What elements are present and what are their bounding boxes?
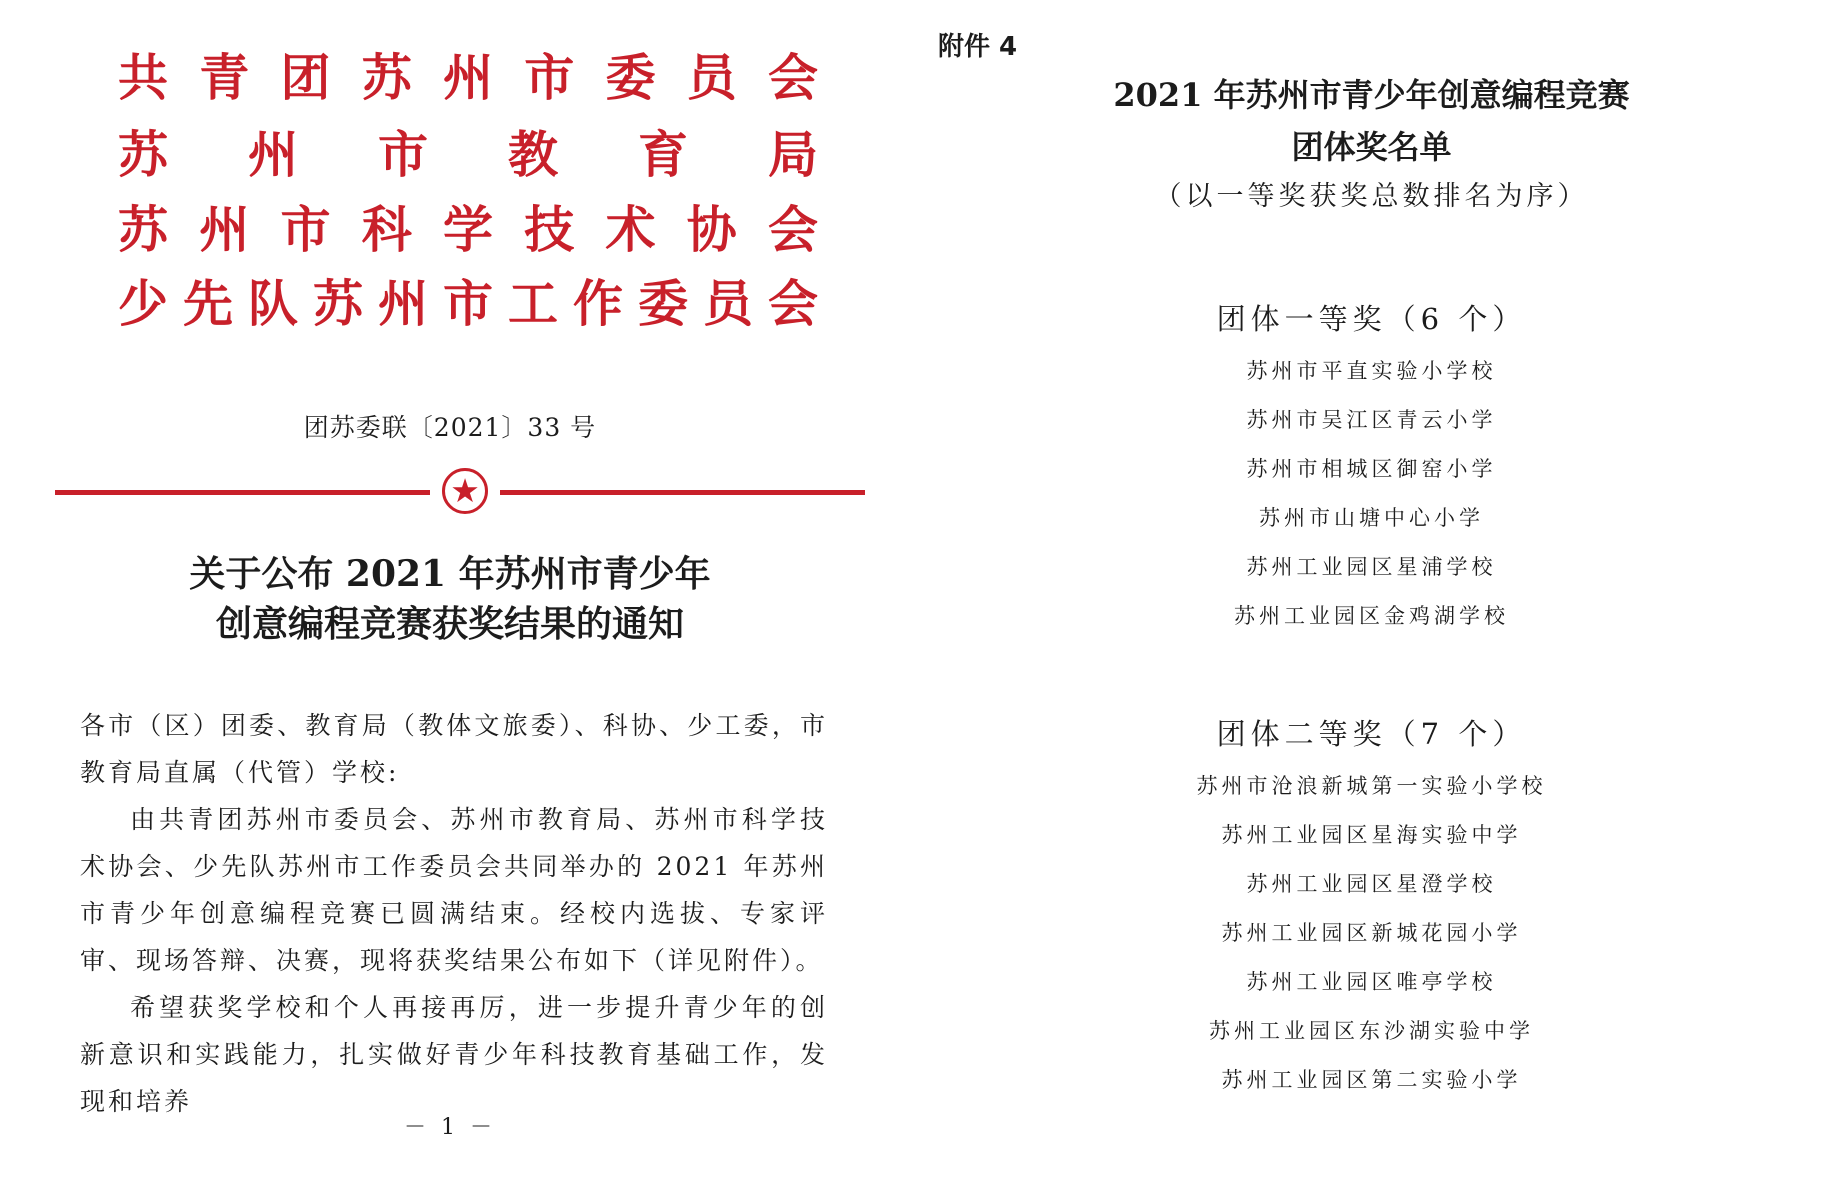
notice-page — [0, 0, 900, 1188]
issuer-character: 员 — [703, 274, 753, 333]
issuer-character: 会 — [768, 274, 818, 333]
school-list-item: 苏州工业园区唯亭学校 — [1246, 970, 1497, 994]
ordering-note: （以一等奖获奖总数排名为序） — [1154, 181, 1589, 212]
first-prize-school-list — [900, 347, 1843, 641]
document-number: 团苏委联〔2021〕33 号 — [303, 413, 597, 442]
issuer-character: 作 — [573, 274, 623, 333]
red-divider-right — [500, 490, 865, 495]
body-paragraph: 由共青团苏州市委员会、苏州市教育局、苏州市科学技术协会、少先队苏州市工作委员会共同举办的 2021 年苏州市青少年创意编程竞赛已圆满结束。经校内选拔、专家评审、现场答辩、决赛，现将获奖结果公布如下（详见附件）。 — [80, 805, 828, 975]
issuer-character: 苏 — [118, 125, 168, 184]
school-list-item: 苏州市相城区御窑小学 — [1246, 457, 1497, 481]
page-number: － 1 － — [404, 1115, 496, 1140]
section-title-second-prize: 团体二等奖（7 个） — [1216, 717, 1527, 751]
star-icon: ★ — [442, 468, 488, 514]
issuer-character: 共 — [118, 48, 168, 107]
issuer-character: 委 — [605, 48, 656, 107]
notice-title-line-1: 关于公布 2021 年苏州市青少年 — [189, 553, 711, 595]
issuer-character: 市 — [443, 274, 493, 333]
issuer-character: 委 — [638, 274, 688, 333]
issuer-character: 育 — [638, 125, 688, 184]
school-list-item: 苏州市吴江区青云小学 — [1246, 408, 1497, 432]
issuer-character: 苏 — [118, 200, 168, 259]
attachment-title-line-2: 团体奖名单 — [1291, 128, 1452, 166]
issuer-character: 技 — [524, 200, 575, 259]
issuer-character: 州 — [248, 125, 298, 184]
issuer-character: 少 — [118, 274, 168, 333]
salutation: 各市（区）团委、教育局（教体文旅委）、科协、少工委，市教育局直属（代管）学校: — [80, 711, 828, 787]
issuer-row — [118, 274, 818, 334]
issuer-character: 市 — [524, 48, 575, 107]
school-list-item: 苏州工业园区星浦学校 — [1246, 555, 1497, 579]
issuer-character: 苏 — [361, 48, 412, 107]
issuer-character: 团 — [280, 48, 331, 107]
school-list-item: 苏州市沧浪新城第一实验小学校 — [1196, 774, 1547, 798]
issuer-character: 苏 — [313, 274, 363, 333]
attachment-page — [900, 0, 1843, 1188]
issuer-character: 教 — [508, 125, 558, 184]
school-list-item: 苏州工业园区东沙湖实验中学 — [1209, 1019, 1534, 1043]
attachment-title-line-1: 2021 年苏州市青少年创意编程竞赛 — [1113, 76, 1630, 114]
issuer-character: 青 — [199, 48, 250, 107]
issuer-character: 会 — [768, 200, 818, 259]
issuer-row — [118, 125, 818, 185]
issuer-character: 州 — [199, 200, 250, 259]
issuer-character: 先 — [183, 274, 233, 333]
school-list-item: 苏州市山塘中心小学 — [1259, 506, 1484, 530]
school-list-item: 苏州工业园区金鸡湖学校 — [1234, 604, 1509, 628]
issuer-row — [118, 48, 818, 108]
issuer-character: 协 — [686, 200, 737, 259]
issuer-character: 队 — [248, 274, 298, 333]
issuer-character: 工 — [508, 274, 558, 333]
issuer-character: 州 — [443, 48, 493, 107]
red-divider-left — [55, 490, 430, 495]
issuer-character: 员 — [686, 48, 737, 107]
issuer-character: 市 — [280, 200, 331, 259]
second-prize-school-list — [900, 762, 1843, 1105]
issuer-character: 术 — [605, 200, 656, 259]
notice-title-line-2: 创意编程竞赛获奖结果的通知 — [215, 603, 684, 645]
issuer-character: 市 — [378, 125, 428, 184]
body-paragraph: 希望获奖学校和个人再接再厉，进一步提升青少年的创新意识和实践能力，扎实做好青少年科技教育基础工作，发现和培养 — [80, 993, 828, 1116]
school-list-item: 苏州工业园区新城花园小学 — [1221, 921, 1522, 945]
school-list-item: 苏州工业园区星澄学校 — [1246, 872, 1497, 896]
issuer-character: 局 — [768, 125, 818, 184]
issuer-character: 会 — [768, 48, 818, 107]
issuer-character: 州 — [378, 274, 428, 333]
school-list-item: 苏州工业园区星海实验中学 — [1221, 823, 1522, 847]
notice-body — [80, 702, 828, 1125]
section-title-first-prize: 团体一等奖（6 个） — [1216, 302, 1527, 336]
school-list-item: 苏州市平直实验小学校 — [1246, 359, 1497, 383]
issuer-row — [118, 200, 818, 260]
attachment-label: 附件 4 — [938, 32, 1018, 62]
issuer-character: 科 — [361, 200, 412, 259]
school-list-item: 苏州工业园区第二实验小学 — [1221, 1068, 1522, 1092]
issuer-character: 学 — [443, 200, 493, 259]
